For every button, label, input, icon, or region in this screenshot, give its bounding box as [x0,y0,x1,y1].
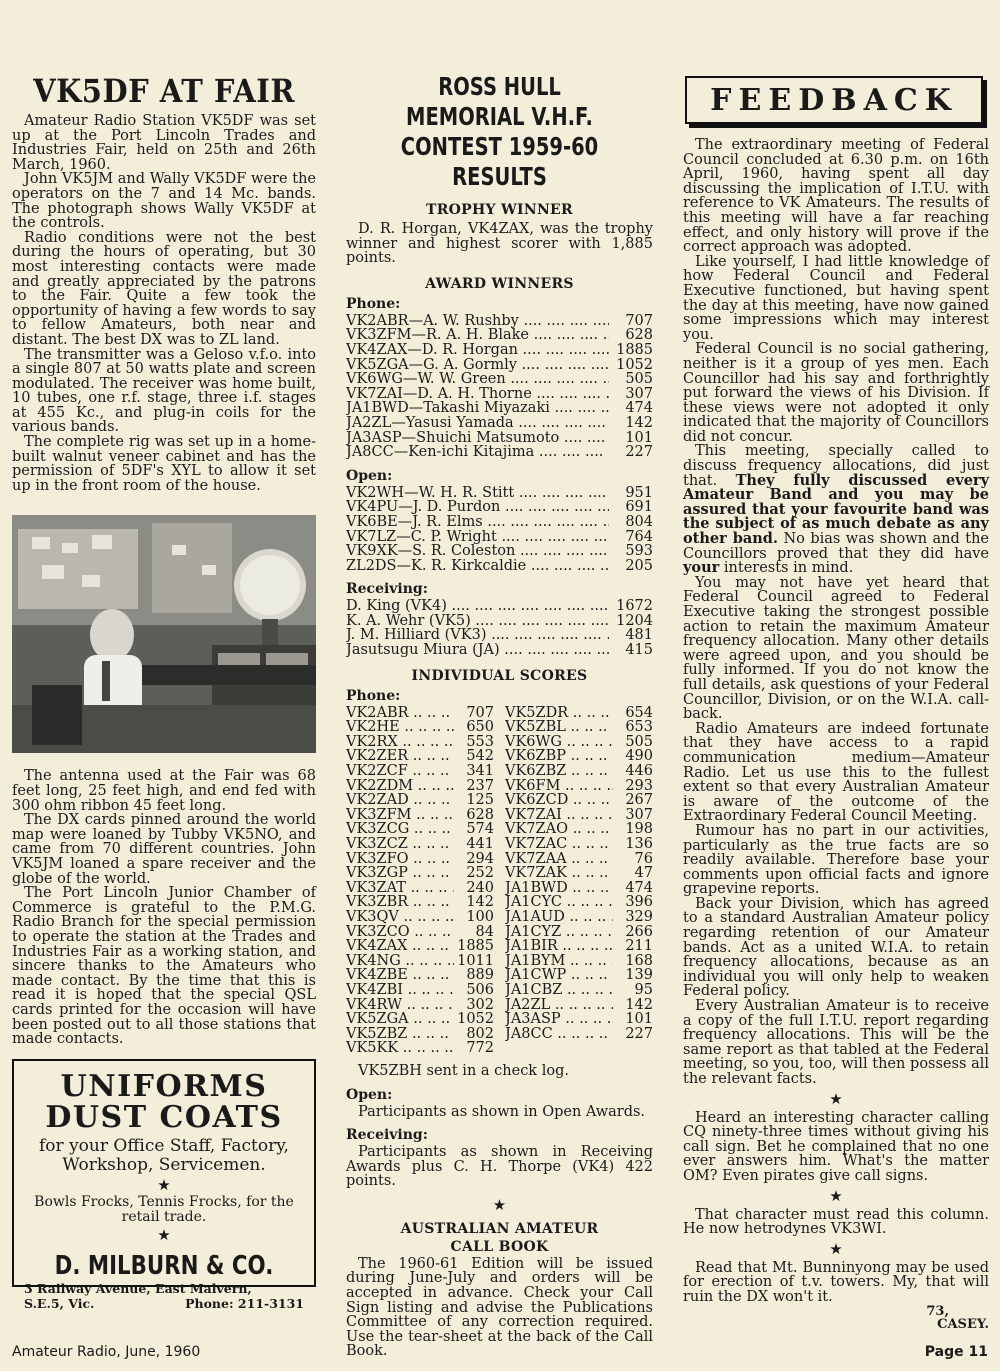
score-callsign: VK2RX .. .. [346,735,454,750]
score-value: 142 [625,996,653,1013]
score-value: 653 [625,719,653,736]
feedback-para-9: Every Australian Amateur is to receive a copy of the full I.T.U. report regarding frequency allocations. This will be the same report as that tabled at the Federal meeting, so you, too, will then possess all the relevant facts. [683,998,989,1087]
individual-heading: INDIVIDUAL SCORES [411,667,588,684]
score-row [505,764,653,779]
score-callsign: JA1CYZ .. .. [505,925,613,940]
score-row [505,895,653,910]
score-callsign: VK2ZER .. .. [346,749,454,764]
middle-column [346,70,653,1359]
award-row [346,416,653,431]
feedback-para-2: Like yourself, I had little knowledge of how Federal Council and Federal Executive functioned, but having spent the day at this meeting, have now gained some impressions which may interest you. [683,253,989,343]
score-callsign: VK2HE .. .. [346,720,454,735]
score-callsign: VK7ZAO .. .. [505,822,613,837]
award-score: 505 [625,371,653,388]
score-callsign: VK5ZBZ .. .. [346,1027,454,1042]
award-name: VK3ZFM—R. A. H. Blake .... [346,328,609,343]
score-row [346,793,494,808]
p4-your: your [683,559,720,577]
score-row [346,1012,494,1027]
score-callsign: VK7ZAC .. .. [505,837,613,852]
award-name: VK6BE—J. R. Elms .... [346,515,609,530]
score-callsign: VK3ZAT .. .. [346,881,454,896]
advertisement-milburn [12,1059,316,1311]
score-row [346,749,494,764]
scores-column-left [346,706,494,1056]
title-line-2: CONTEST 1959-60 RESULTS [400,132,599,191]
feedback-title-box [685,76,983,124]
feedback-para-6: Radio Amateurs are indeed fortunate that they have access to a rapid communication medium—Amateur Radio. Let us use this to the fullest extent so that every Australian Amateur is aware of the outcome of the Extraordinary Federal Council Meeting. [683,720,989,825]
phone-awards-list [346,314,653,460]
score-callsign: VK2ZCF .. .. [346,764,454,779]
award-score: 628 [625,327,653,344]
right-column [683,70,989,1331]
score-row [505,954,653,969]
award-row [346,314,653,329]
score-row [346,881,494,896]
score-row [505,808,653,823]
award-row [346,387,653,402]
score-row [346,954,494,969]
scores-column-right [505,706,653,1056]
score-value: 1011 [457,952,494,969]
score-value: 441 [466,836,494,852]
score-callsign: JA1CWP .. .. [505,968,613,983]
score-callsign: VK6WG .. .. [505,735,613,750]
ad-company: D. MILBURN & CO. [54,1250,274,1281]
award-name: D. King (VK4) .... [346,599,609,614]
score-callsign: VK5ZGA .. .. [346,1012,454,1027]
award-name: Jasutsugu Miura (JA) .... [346,643,609,658]
score-callsign: JA1AUD .. .. [505,910,613,925]
award-row [346,643,653,658]
award-score: 142 [625,414,653,431]
score-row [505,968,653,983]
score-callsign: VK3ZCG .. .. [346,822,454,837]
feedback-para-12: Read that Mt. Bunninyong may be used for erection of t.v. towers. My, that will ruin the DX won't it. [683,1259,989,1305]
signature-73: 73, [926,1303,949,1319]
article-paragraph: The DX cards pinned around the world map were loaned by Tubby VK5NO, and came from 70 different countries. John VK5JM loaned a spare receiver and the globe of the world. [12,812,316,887]
score-value: 168 [625,952,653,969]
award-name: JA8CC—Ken-ichi Kitajima .... [346,445,609,460]
score-value: 125 [466,792,494,809]
score-row [346,1041,494,1056]
score-callsign: VK3ZCZ .. .. [346,837,454,852]
award-score: 205 [625,557,653,574]
score-row [505,1027,653,1042]
left-column [12,70,316,1311]
score-value: 654 [625,704,653,721]
score-row [346,808,494,823]
article-title-ross-hull [380,72,619,192]
award-score: 593 [625,543,653,560]
score-row [346,983,494,998]
award-score: 707 [625,312,653,329]
award-row [346,431,653,446]
score-value: 574 [466,821,494,838]
award-score: 1204 [616,612,653,629]
star-icon: ★ [829,1089,843,1108]
score-row [505,925,653,940]
receiving2-text: Participants as shown in Receiving Awards plus C. H. Thorpe (VK4) 422 points. [346,1144,653,1190]
score-value: 240 [466,879,494,896]
score-callsign: JA1CYC .. .. [505,895,613,910]
score-value: 76 [634,850,653,867]
score-row [346,925,494,940]
receiving-awards-list [346,599,653,657]
award-name: VK6WG—W. W. Green .... [346,372,609,387]
score-value: 446 [625,763,653,780]
p4-bold: They fully discussed every Amateur Band and you may be assured that your favourite band was the subject of as much debate as any other band. [683,471,989,548]
award-row [346,401,653,416]
score-callsign: VK6ZCD .. .. [505,793,613,808]
score-value: 506 [466,981,494,998]
ad-headline-1: UNIFORMS [60,1068,268,1104]
footer-page-number: Page 11 [924,1344,988,1360]
score-row [346,939,494,954]
award-row [346,599,653,614]
score-callsign: VK6FM .. .. [505,779,613,794]
award-row [346,445,653,460]
award-score: 415 [625,642,653,659]
article-body-1 [12,114,316,493]
score-value: 772 [466,1040,494,1057]
score-row [346,852,494,867]
award-score: 101 [625,429,653,446]
individual-phone-label: Phone: [346,687,401,704]
score-value: 889 [466,967,494,984]
award-name: VK2WH—W. H. R. Stitt .... [346,486,609,501]
phone-label: Phone: [346,295,401,312]
score-value: 1885 [457,938,494,955]
article-paragraph: Amateur Radio Station VK5DF was set up at the Port Lincoln Trades and Industries Fair, held on 25th and 26th March, 1960. [12,113,316,173]
check-log-note: VK5ZBH sent in a check log. [358,1062,569,1079]
award-row [346,530,653,545]
footer-publication: Amateur Radio, June, 1960 [12,1344,201,1360]
score-row [505,837,653,852]
score-value: 396 [625,894,653,911]
award-name: VK2ABR—A. W. Rushby .... [346,314,609,329]
feedback-para-10: Heard an interesting character calling CQ ninety-three times without giving his call sign. Bet he complained that no one ever answers him. What's the matter OM? Even pirates give call signs. [683,1109,989,1184]
award-row [346,372,653,387]
award-score: 481 [625,627,653,644]
score-row [346,895,494,910]
score-value: 211 [625,938,653,955]
score-callsign: VK5ZDR .. .. [505,706,613,721]
score-callsign: VK5ZBL .. .. [505,720,613,735]
feedback-para-8: Back your Division, which has agreed to a standard Australian Amateur policy regarding retention of our Amateur bands. Act as a united W.I.A. to retain frequency allocations, because as an individual you will only help to weaken Federal policy. [683,895,989,1000]
individual-scores-table [346,706,653,1056]
callbook-heading-2: CALL BOOK [450,1238,549,1255]
title-line-1: ROSS HULL MEMORIAL V.H.F. [406,72,593,131]
score-row [505,983,653,998]
score-row [505,1012,653,1027]
score-row [505,735,653,750]
score-callsign: JA8CC .. .. [505,1027,613,1042]
award-row [346,559,653,574]
score-row [505,749,653,764]
award-name: VK4ZAX—D. R. Horgan .... [346,343,609,358]
open-awards-list [346,486,653,574]
score-callsign: VK5KK .. .. [346,1041,454,1056]
score-value: 490 [625,748,653,765]
signature-casey: CASEY. [937,1316,989,1332]
score-value: 227 [625,1025,653,1042]
award-score: 691 [625,499,653,516]
ad-tagline: for your Office Staff, Factory, Workshop, Servicemen. [39,1135,289,1175]
award-name: JA3ASP—Shuichi Matsumoto .... [346,431,609,446]
score-callsign: VK3QV .. .. [346,910,454,925]
score-callsign: VK7ZAI .. .. [505,808,613,823]
article-paragraph: The transmitter was a Geloso v.f.o. into a single 807 at 50 watts plate and screen modulated. The receiver was home built, 10 tubes, one r.f. stage, three i.f. stages at 455 Kc., and plug-in coils for the various bands. [12,346,316,436]
score-callsign: VK4RW .. .. [346,998,454,1013]
open-label: Open: [346,467,393,484]
award-score: 764 [625,528,653,545]
score-row [505,866,653,881]
ad-headline-2: DUST COATS [45,1099,283,1135]
trophy-text: D. R. Horgan, VK4ZAX, was the trophy winner and highest scorer with 1,885 points. [346,221,653,267]
p4-end: interests in mind. [723,560,854,577]
score-row [505,910,653,925]
score-callsign: JA3ASP .. .. [505,1012,613,1027]
score-callsign: JA1BIR .. .. [505,939,613,954]
score-value: 142 [466,894,494,911]
score-value: 267 [625,792,653,809]
score-callsign: VK2ZDM .. .. [346,779,454,794]
score-callsign: VK3ZCO .. .. [346,925,454,940]
article-title-vk5df: VK5DF AT FAIR [33,72,295,110]
score-row [505,779,653,794]
article-paragraph: Radio conditions were not the best during the hours of operating, but 30 most interesting contacts were made and greatly appreciated by the patrons to the Fair. Quite a few took the opportunity of having a few words to say to fellow Amateurs, both near and distant. The best DX was to ZL land. [12,229,316,348]
score-callsign: JA1BYM .. .. [505,954,613,969]
score-value: 1052 [457,1011,494,1028]
score-value: 707 [466,704,494,721]
score-value: 237 [466,777,494,794]
score-value: 198 [625,821,653,838]
score-callsign: VK7ZAK .. .. [505,866,613,881]
score-row [505,939,653,954]
score-value: 101 [625,1011,653,1028]
score-callsign: VK6ZBZ .. .. [505,764,613,779]
article-paragraph: The Port Lincoln Junior Chamber of Commerce is grateful to the P.M.G. Radio Branch for the special permission to operate the station at the Trades and Industries Fair as a working station, and sincere thanks to the Amateurs who made contact. By the time that this is read it is hoped that the special QSL cards printed for the occasion will have been posted out to all those stations that made contacts. [12,885,316,1048]
score-value: 302 [466,996,494,1013]
star-icon: ★ [829,1239,843,1258]
score-callsign: JA1BWD .. .. [505,881,613,896]
score-value: 329 [625,908,653,925]
score-row [346,968,494,983]
star-icon: ★ [829,1186,843,1205]
score-value: 136 [625,836,653,852]
award-score: 1052 [616,356,653,373]
score-callsign: VK4ZBI .. .. [346,983,454,998]
score-value: 293 [625,777,653,794]
feedback-para-7: Rumour has no part in our activities, particularly as the true facts are so readily available. Therefore base your comments upon official facts and ignore grapevine reports. [683,822,989,898]
score-row [346,720,494,735]
score-callsign: VK7ZAA .. .. [505,852,613,867]
award-name: VK5ZGA—G. A. Gormly .... [346,358,609,373]
award-row [346,358,653,373]
award-score: 474 [625,400,653,417]
score-value: 474 [625,879,653,896]
star-icon: ★ [157,1175,171,1194]
score-value: 628 [466,806,494,823]
score-callsign: VK3ZBR .. .. [346,895,454,910]
page-footer [12,1344,988,1360]
score-callsign: JA2ZL .. .. [505,998,613,1013]
open2-text: Participants as shown in Open Awards. [358,1103,646,1120]
ad-address-2 [20,1296,308,1311]
score-callsign: VK4ZBE .. .. [346,968,454,983]
feedback-para-1: The extraordinary meeting of Federal Council concluded at 6.30 p.m. on 16th April, 1960, having spent all day discussing the implication of I.T.U. with reference to VK Amateurs. The results of this meeting will have a far reaching effect, and only history will prove if the correct approach was adopted. [683,137,989,256]
receiving2-label: Receiving: [346,1127,428,1144]
receiving-label: Receiving: [346,581,428,598]
score-row [505,793,653,808]
score-row [346,998,494,1013]
award-row [346,515,653,530]
score-callsign: VK6ZBP .. .. [505,749,613,764]
star-icon: ★ [157,1225,171,1244]
score-row [346,866,494,881]
award-row [346,544,653,559]
ad-subline: Bowls Frocks, Tennis Frocks, for the retail trade. [34,1193,294,1225]
score-row [505,822,653,837]
award-name: VK7LZ—C. P. Wright .... [346,530,609,545]
score-value: 100 [466,908,494,925]
award-row [346,486,653,501]
article-body-2 [12,769,316,1046]
award-score: 1672 [616,598,653,615]
score-callsign: VK3ZGP .. .. [346,866,454,881]
award-heading: AWARD WINNERS [425,275,574,292]
score-row [505,706,653,721]
callbook-heading-1: AUSTRALIAN AMATEUR [400,1220,599,1237]
award-name: J. M. Hilliard (VK3) .... [346,628,609,643]
ad-address-suburb: S.E.5, Vic. [24,1295,95,1311]
award-row [346,343,653,358]
ad-address-street: 3 Railway Avenue, East Malvern, [24,1280,252,1296]
feedback-para-5: You may not have yet heard that Federal Council agreed to Federal Executive taking the strongest possible action to retain the maximum Amateur frequency allocation. Many other details were agreed upon, and you should be fully informed. If you do not know the full details, ask questions of your Federal Councillor, Division, or on the W.I.A. call-back. [683,574,989,723]
score-value: 266 [625,923,653,940]
feedback-para-4 [683,444,989,575]
score-callsign: VK4ZAX .. .. [346,939,454,954]
award-score: 804 [625,513,653,530]
star-icon: ★ [492,1195,507,1214]
score-row [346,1027,494,1042]
score-value: 802 [466,1025,494,1042]
ad-phone: Phone: 211-3131 [185,1295,304,1311]
award-name: JA2ZL—Yasusi Yamada .... [346,416,609,431]
award-name: VK9XK—S. R. Coleston .... [346,544,609,559]
award-row [346,328,653,343]
score-value: 505 [625,733,653,750]
award-score: 307 [625,385,653,402]
p4-cont: No bias was shown and the Councillors proved that they did have [683,531,989,562]
score-row [346,735,494,750]
article-paragraph: The antenna used at the Fair was 68 feet long, 25 feet high, and end fed with 300 ohm ribbon 45 feet long. [12,768,316,814]
score-value: 47 [634,865,653,882]
score-value: 650 [466,719,494,736]
award-name: JA1BWD—Takashi Miyazaki .... [346,401,609,416]
score-row [346,764,494,779]
award-name: ZL2DS—K. R. Kirkcaldie .... [346,559,609,574]
score-value: 553 [466,733,494,750]
score-row [505,998,653,1013]
score-value: 95 [634,981,653,998]
award-row [346,500,653,515]
open2-label: Open: [346,1086,393,1103]
score-row [505,881,653,896]
score-row [505,720,653,735]
score-value: 139 [625,967,653,984]
score-row [505,852,653,867]
score-callsign: VK2ABR .. .. [346,706,454,721]
award-name: VK7ZAI—D. A. H. Thorne .... [346,387,609,402]
score-callsign: VK2ZAD .. .. [346,793,454,808]
award-name: VK4PU—J. D. Purdon .... [346,500,609,515]
feedback-para-11: That character must read this column. He now hetrodynes VK3WI. [683,1206,989,1238]
feedback-para-3: Federal Council is no social gathering, neither is it a group of yes men. Each Councillor had his say and forthrightly put forward the views of his Division. If these views were not adopted it only indicated that the majority of Councillors did not concur. [683,341,989,445]
award-score: 1885 [616,341,653,358]
score-callsign: JA1CBZ .. .. [505,983,613,998]
award-score: 951 [625,484,653,501]
ad-address-1 [20,1281,308,1296]
award-row [346,628,653,643]
score-callsign: VK3ZFM .. .. [346,808,454,823]
score-value: 294 [466,850,494,867]
article-paragraph: The complete rig was set up in a home-built walnut veneer cabinet and has the permission of 5DF's XYL to allow it set up in the front room of the house. [12,434,316,494]
score-row [346,706,494,721]
score-value: 252 [466,865,494,882]
award-name: K. A. Wehr (VK5) .... [346,614,609,629]
award-row [346,614,653,629]
trophy-heading: TROPHY WINNER [426,202,573,218]
score-value: 542 [466,748,494,765]
award-score: 227 [625,444,653,461]
p4-intro: This meeting, specially called to discuss frequency allocations, did just that. [683,443,989,489]
feedback-title: FEEDBACK [710,82,958,118]
score-value: 341 [466,763,494,780]
callbook-text: The 1960-61 Edition will be issued during June-July and orders will be accepted in advance. Check your Call Sign listing and advise the Publications Committee of any correction required. Use the tear-sheet at the back of the Call Book. [346,1255,653,1360]
score-row [346,822,494,837]
article-paragraph: John VK5JM and Wally VK5DF were the operators on the 7 and 14 Mc. bands. The photograph shows Wally VK5DF at the controls. [12,171,316,232]
score-value: 84 [475,923,494,940]
score-row [346,837,494,852]
score-row [346,779,494,794]
score-row [346,910,494,925]
score-value: 307 [625,806,653,823]
score-callsign: VK4NG .. .. [346,954,454,969]
photo-illustration [12,515,316,753]
score-callsign: VK3ZFO .. .. [346,852,454,867]
operator-photo [12,515,316,753]
